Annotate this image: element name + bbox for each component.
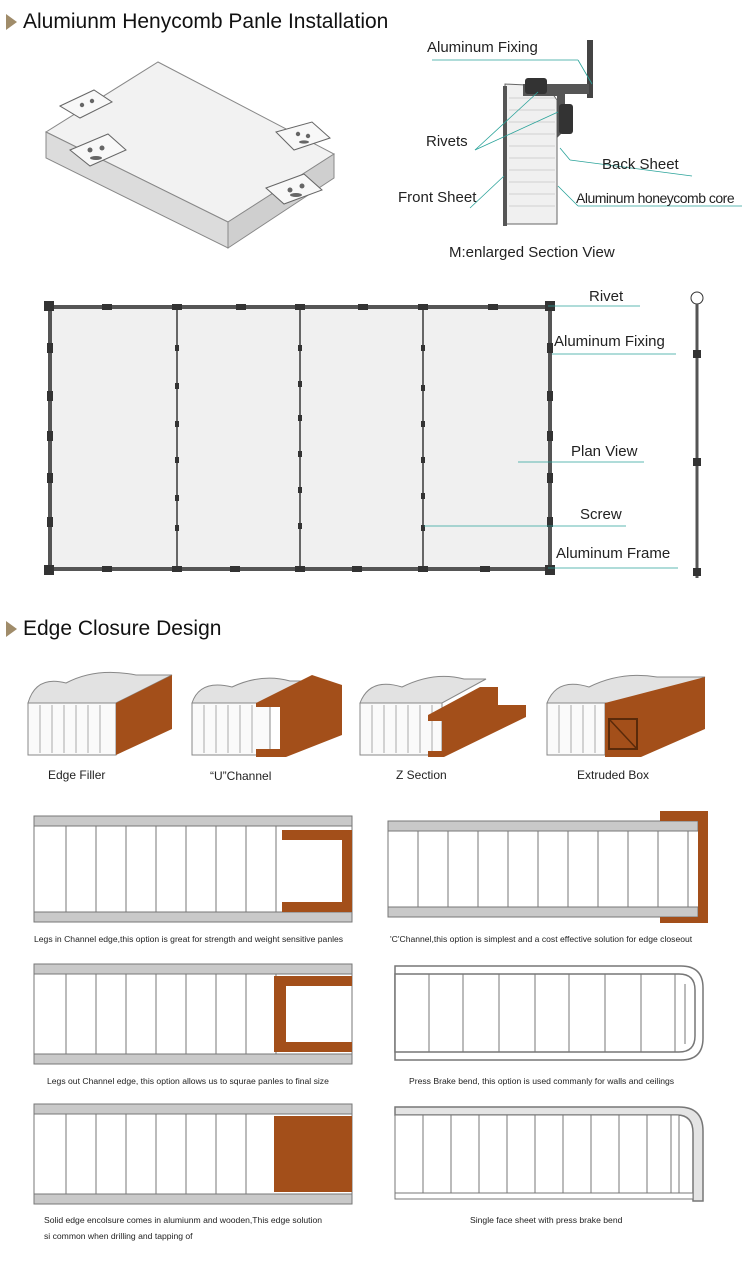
- caption-detail-5-line1: Solid edge encolsure comes in alumiunm and wooden,This edge solution: [44, 1215, 323, 1225]
- caption-z-section: Z Section: [396, 768, 447, 782]
- label-aluminum-fixing: Aluminum Fixing: [427, 39, 538, 56]
- section-marker-icon: [6, 621, 17, 637]
- plan-leader-lines: [0, 0, 750, 600]
- label-plan-view: Plan View: [571, 443, 638, 460]
- side-rail-drawing: [684, 288, 714, 588]
- caption-detail-1: Legs in Channel edge,this option is great for strength and weight sensitive panles: [34, 934, 344, 944]
- label-aluminum-frame: Aluminum Frame: [556, 545, 671, 562]
- caption-detail-3: Legs out Channel edge, this option allows us to squrae panles to final size: [47, 1076, 329, 1086]
- label-honeycomb-core: Aluminum honeycomb core: [576, 190, 735, 206]
- label-screw: Screw: [580, 506, 622, 523]
- caption-u-channel: “U”Channel: [210, 769, 272, 783]
- detail-solid-edge: [34, 1104, 354, 1204]
- caption-detail-4: Press Brake bend, this option is used commanly for walls and ceilings: [409, 1076, 675, 1086]
- label-plan-aluminum-fixing: Aluminum Fixing: [554, 333, 665, 350]
- detail-single-face-sheet: [393, 1105, 708, 1205]
- caption-edge-filler: Edge Filler: [48, 768, 106, 782]
- label-front-sheet: Front Sheet: [398, 189, 477, 206]
- caption-extruded-box: Extruded Box: [577, 768, 650, 782]
- edge-section-header: [6, 615, 221, 643]
- caption-detail-5-line2: si common when drilling and tapping of: [44, 1231, 193, 1241]
- detail-c-channel: [388, 811, 713, 923]
- label-rivet: Rivet: [589, 288, 624, 305]
- caption-detail-6: Single face sheet with press brake bend: [470, 1215, 623, 1225]
- label-back-sheet: Back Sheet: [602, 156, 679, 173]
- label-rivets: Rivets: [426, 133, 468, 150]
- extruded-box-illustration: [545, 665, 715, 760]
- z-section-illustration: [358, 665, 528, 760]
- edge-section-title: Edge Closure Design: [23, 617, 222, 640]
- detail-legs-out-channel: [34, 964, 354, 1064]
- edge-filler-illustration: [26, 665, 186, 760]
- u-channel-illustration: [190, 665, 350, 760]
- section-view-caption: M:enlarged Section View: [449, 244, 615, 261]
- detail-legs-in-channel: [34, 816, 354, 924]
- detail-press-brake-bend: [393, 964, 708, 1064]
- installation-section-title: Alumiunm Henycomb Panle Installation: [23, 10, 389, 33]
- caption-detail-2: 'C'Channel,this option is simplest and a cost effective solution for edge closeout: [390, 934, 693, 944]
